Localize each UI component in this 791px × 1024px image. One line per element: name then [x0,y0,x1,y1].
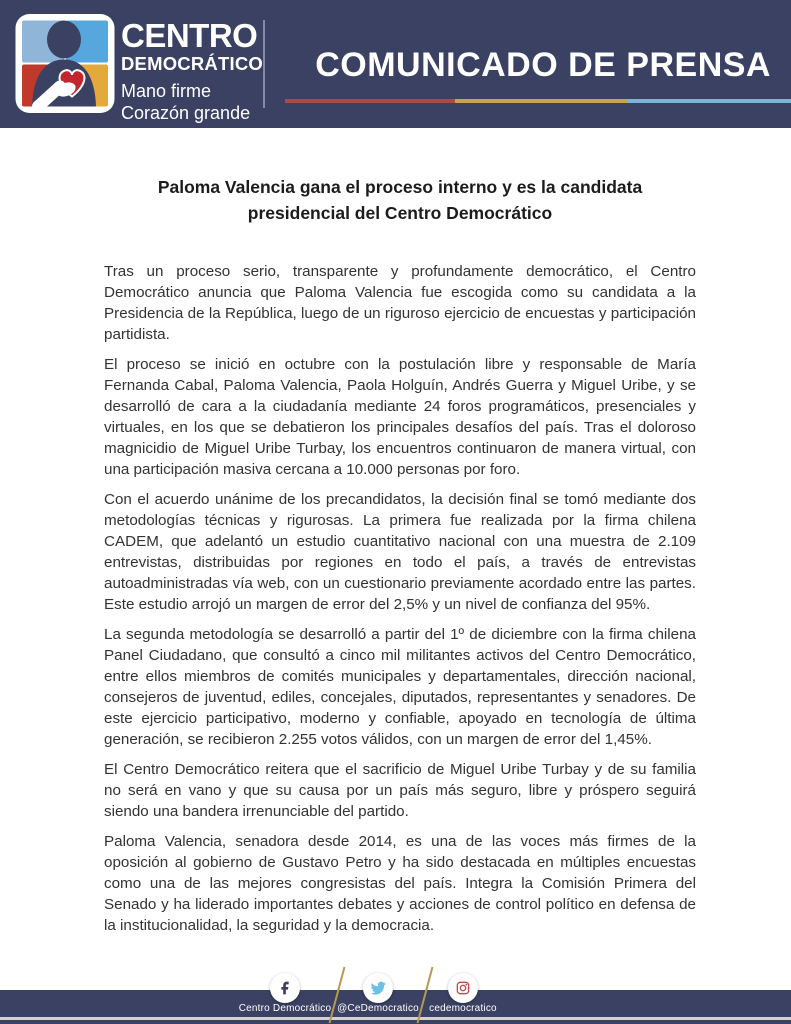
facebook-icon [277,980,293,996]
body-paragraph-5: El Centro Democrático reitera que el sacrificio de Miguel Uribe Turbay y de su familia no será en vano y que su causa por un país más seguro, libre y próspero seguirá siendo una bandera irrenunciable del partido. [104,760,696,820]
logo-name-line1: CENTRO [121,17,258,54]
facebook-link[interactable] [270,973,300,1003]
twitter-icon [370,980,386,996]
twitter-link[interactable] [363,973,393,1003]
facebook-handle[interactable]: Centro Democrático [238,1003,332,1014]
body-paragraph-3: Con el acuerdo unánime de los precandidatos, la decisión final se tomó mediante dos metodologías técnicas y rigurosas. La primera fue realizada por la firma chilena CADEM, que adelantó un estudio cuantitativo nacional con una muestra de 2.109 entrevistas, distribuidas por regiones en todo el país, a través de entrevistas autoadministradas vía web, con un cuestionario previamente acordado entre las partes. Este estudio arrojó un margen de error del 2,5% y un nivel de confianza del 95%. [104,490,696,613]
page-title: Paloma Valencia gana el proceso interno y es la candidata presidencial del Centro Democrático [157,177,643,224]
instagram-link[interactable] [448,973,478,1003]
body-paragraph-1: Tras un proceso serio, transparente y profundamente democrático, el Centro Democrático anuncia que Paloma Valencia fue escogida como su candidata a la Presidencia de la República, luego de un riguroso ejercicio de encuestas y participación partidista. [104,262,696,343]
banner-title: COMUNICADO DE PRENSA [315,46,771,84]
logo-name-line2: DEMOCRÁTICO [121,53,263,74]
body-paragraph-4: La segunda metodología se desarrolló a partir del 1º de diciembre con la firma chilena Panel Ciudadano, que consultó a cinco mil militantes activos del Centro Democrático, entre ellos miembros de comités municipales y departamentales, dirección nacional, consejeros de juventud, ediles, concejales, diputados, representantes y senadores. De este ejercicio participativo, moderno y confiable, apoyado en tecnología de última generación, se recibieron 2.255 votos válidos, con un margen de error del 1,45%. [104,625,696,748]
logo-slogan-line2: Corazón grande [121,102,251,123]
logo-slogan-line1: Mano firme [121,80,212,101]
stripe-gold-segment [455,99,628,103]
tricolor-stripe [285,99,791,103]
stripe-red-segment [285,99,455,103]
header-banner [0,0,791,128]
party-logo [15,13,115,114]
twitter-handle[interactable]: @CeDemocratico [337,1003,419,1014]
instagram-handle[interactable]: cedemocratico [429,1003,497,1014]
party-logo-wordmark [121,19,263,123]
body-paragraph-2: El proceso se inició en octubre con la postulación libre y responsable de María Fernanda Cabal, Paloma Valencia, Paola Holguín, Andrés Guerra y Miguel Uribe, y se desarrolló de cara a la ciudadanía mediante 24 foros programáticos, presenciales y virtuales, en los que se debatieron los principales desafíos del país. Tras el doloroso magnicidio de Miguel Uribe Turbay, los encuentros continuaron de manera virtual, con una participación masiva cercana a 10.000 personas por foro. [104,355,696,478]
stripe-blue-segment [628,99,791,103]
footer-bottom-strip [0,1020,791,1024]
body-paragraph-6: Paloma Valencia, senadora desde 2014, es una de las voces más firmes de la oposición al gobierno de Gustavo Petro y ha sido destacada en múltiples encuestas como una de las mejores congresistas del país. Integra la Comisión Primera del Senado y ha liderado importantes debates y acciones de control político en defensa de la institucionalidad, la seguridad y la democracia. [104,832,696,934]
press-release-body [104,174,696,945]
header-vertical-divider [263,20,265,108]
party-logo-icon [15,13,115,114]
footer-social-bar [0,960,791,1024]
instagram-icon [455,980,471,996]
